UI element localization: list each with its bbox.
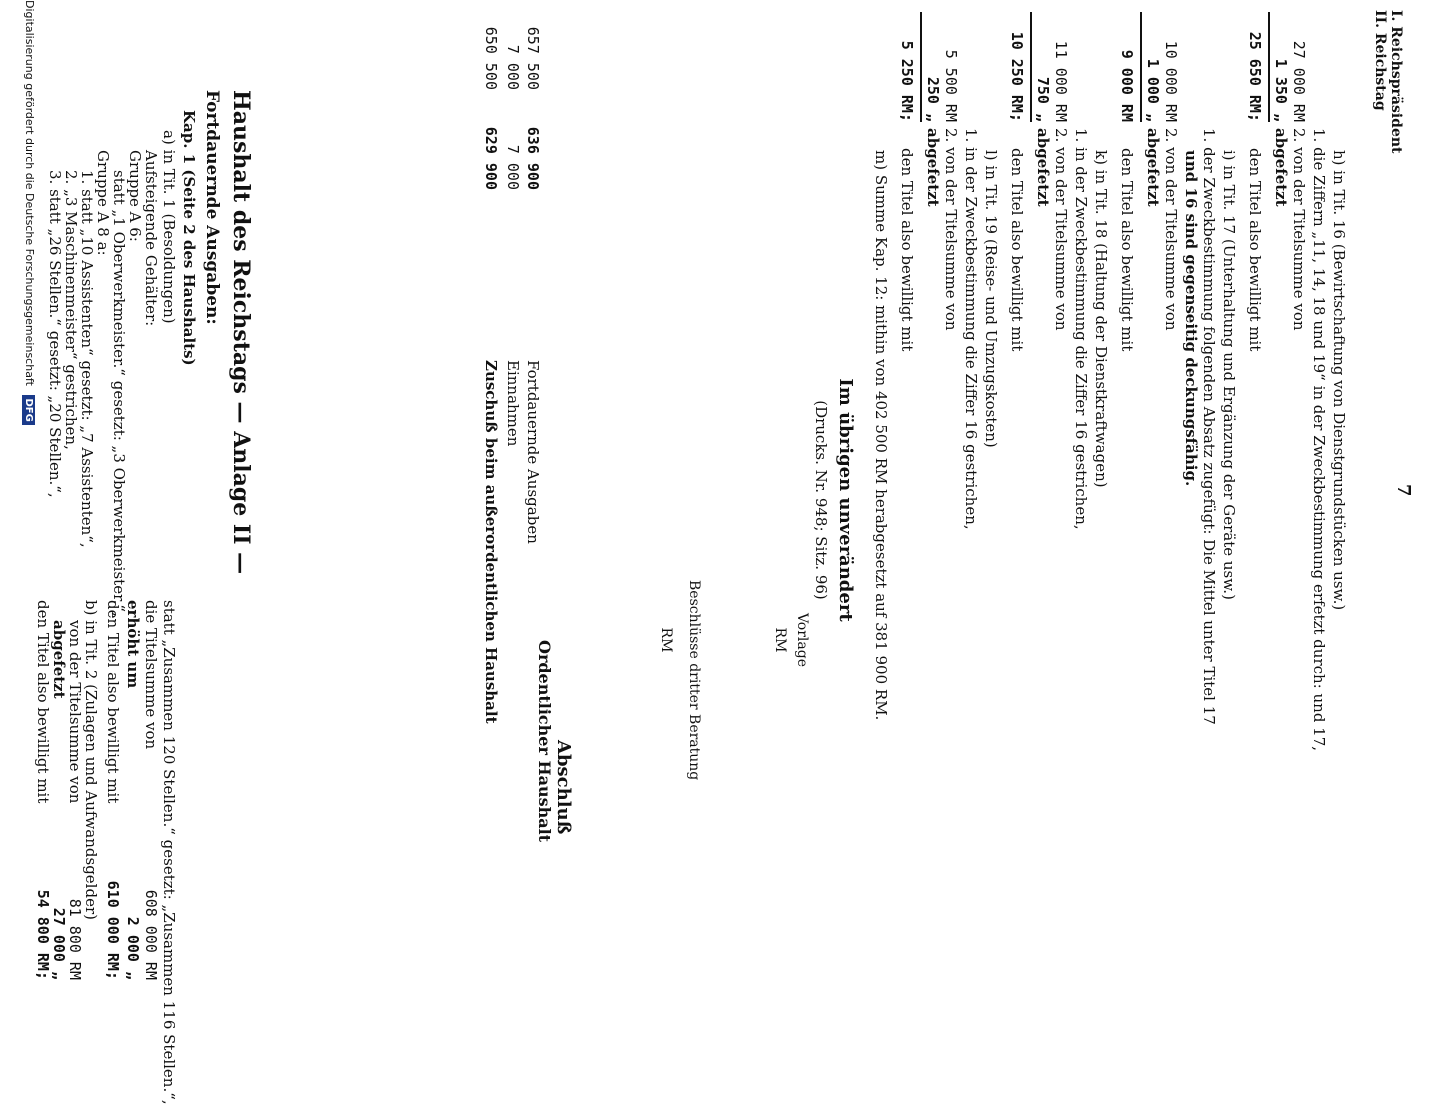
summary-row2-v2: 7 000 xyxy=(504,144,522,190)
page-number: 7 xyxy=(1393,484,1414,497)
section-l-abgesetzt-value: 250 „ xyxy=(924,76,942,122)
section-h-title: h) in Tit. 16 (Bewirtschaftung von Dienstgrundstücken usw.) xyxy=(1330,150,1348,611)
anlage-a3: statt „1 Oberwerkmeister.“ gesetzt: „3 Oberwerkmeister.“, xyxy=(110,170,128,617)
section-i-total-label: den Titel also bewilligt mit xyxy=(1118,148,1136,352)
section-m: m) Summe Kap. 12: mithin von 402 500 RM herabgesetzt auf 381 900 RM. xyxy=(872,150,890,721)
anlage-a1: Aufsteigende Gehälter: xyxy=(142,150,160,327)
section-h-total-value: 25 650 RM; xyxy=(1246,31,1264,122)
col1-unit: RM xyxy=(772,627,788,653)
section-i-abgesetzt: abgefetzt xyxy=(1144,128,1162,207)
section-h-abgesetzt: abgefetzt xyxy=(1272,128,1290,207)
anlage-a7: 3. statt „26 Stellen.“ gesetzt: „20 Stellen.“, xyxy=(46,170,64,498)
section-h-item2: 2. von der Titelsumme von xyxy=(1290,128,1308,331)
anlage-b3: den Titel also bewilligt mit xyxy=(34,600,52,804)
anlage-a11-value: 610 000 RM; xyxy=(104,880,122,980)
section-h-abgesetzt-value: 1 350 „ xyxy=(1272,58,1290,122)
anlage-a9: die Titelsumme von xyxy=(142,600,160,750)
section-i-title: i) in Tit. 17 (Unterhaltung und Ergänzung der Geräte usw.) xyxy=(1220,150,1238,600)
anlage-sub1: Fortdauernde Ausgaben: xyxy=(202,90,222,325)
section-k-total-label: den Titel also bewilligt mit xyxy=(1008,148,1026,352)
anlage-b-line: b) in Tit. 2 (Zulagen und Aufwandsgelder) xyxy=(82,600,100,920)
section-k-rule xyxy=(1030,12,1032,122)
section-k-item1: 1. in der Zweckbestimmung die Ziffer 16 gestrichen, xyxy=(1072,128,1090,530)
section-k-abgesetzt-value: 750 „ xyxy=(1034,76,1052,122)
anlage-a8: statt „Zusammen 120 Stellen.“ gesetzt: „Zusammen 116 Stellen.“, xyxy=(160,600,178,1105)
footer-text: Digitalisierung gefördert durch die Deutsche Forschungsgemeinschaft xyxy=(23,0,36,386)
section-i-item1b: und 16 sind gegenseitig deckungsfähig. xyxy=(1182,150,1200,487)
anlage-sub2: Kap. 1 (Seite 2 des Haushalts) xyxy=(180,110,198,366)
anlage-a-line: a) in Tit. 1 (Besoldungen) xyxy=(160,130,178,324)
anlage-a4: Gruppe A 8 a: xyxy=(94,150,112,256)
summary-row2-v1: 7 000 xyxy=(504,44,522,90)
anlage-a6: 2. „3 Maschinenmeister“ gestrichen, xyxy=(62,170,80,450)
header-line-2: II. Reichstag xyxy=(1372,10,1388,111)
anlage-title: Haushalt des Reichstags — Anlage II — xyxy=(228,90,254,575)
remark: Im übrigen unverändert xyxy=(835,378,856,622)
section-i-item2: 2. von der Titelsumme von xyxy=(1162,128,1180,331)
section-l-rule xyxy=(920,12,922,122)
anlage-a5: 1. statt „10 Assistenten“ gesetzt: „7 Assistenten“, xyxy=(78,170,96,548)
dfg-logo: DFG xyxy=(22,395,35,424)
summary-table xyxy=(564,580,824,980)
section-i-rule xyxy=(1140,12,1142,122)
summary-row2-label: Einnahmen xyxy=(504,360,522,447)
remark-ref: (Drucks. Nr. 948; Sitz. 96) xyxy=(812,400,830,600)
col2-head: Beschlüsse dritter Beratung xyxy=(686,580,702,781)
section-h-total-label: den Titel also bewilligt mit xyxy=(1246,148,1264,352)
header-right xyxy=(1372,10,1404,154)
section-l-total-value: 5 250 RM; xyxy=(898,40,916,122)
anlage-a10-value: 2 000 „ xyxy=(124,916,142,980)
header-line-1: I. Reichspräsident xyxy=(1388,10,1404,154)
anlage-b1-value: 81 800 RM xyxy=(66,898,84,980)
section-l-item2: 2. von der Titelsumme von xyxy=(942,128,960,331)
anlage-a10: erhöht um xyxy=(124,600,142,689)
section-h-item2-value: 27 000 RM xyxy=(1290,40,1308,122)
anlage-a9-value: 608 000 RM xyxy=(142,889,160,980)
anlage-b1: von der Titelsumme von xyxy=(66,620,84,804)
section-i-abgesetzt-value: 1 000 „ xyxy=(1144,58,1162,122)
section-k-abgesetzt: abgefetzt xyxy=(1034,128,1052,207)
section-k-total-value: 10 250 RM; xyxy=(1008,31,1026,122)
anlage-b3-value: 54 800 RM; xyxy=(34,889,52,980)
section-h-item1: 1. die Ziffern „11, 14, 18 und 19“ in der Zweckbestimmung erfetzt durch: und 17, xyxy=(1310,128,1328,752)
section-l-abgesetzt: abgefetzt xyxy=(924,128,942,207)
anlage-a11: den Titel also bewilligt mit xyxy=(104,600,122,804)
section-i-total-value: 9 000 RM xyxy=(1118,49,1136,122)
summary-subtitle: Ordentlicher Haushalt xyxy=(535,640,554,843)
anlage-b2: abgefetzt xyxy=(50,620,68,699)
section-l-total-label: den Titel also bewilligt mit xyxy=(898,148,916,352)
col2-unit: RM xyxy=(658,627,674,653)
summary-title: Abschluß xyxy=(553,740,574,835)
footer xyxy=(0,0,36,1000)
summary-row1-label: Fortdauernde Ausgaben xyxy=(524,360,542,544)
section-l-title: l) in Tit. 19 (Reise- und Umzugskosten) xyxy=(982,150,1000,448)
summary-row3-v2: 629 900 xyxy=(482,126,500,190)
anlage-b2-value: 27 000 „ xyxy=(50,907,68,980)
summary-row3-v1: 650 500 xyxy=(482,26,500,90)
section-k-item2-value: 11 000 RM xyxy=(1052,40,1070,122)
summary-row1-v1: 657 500 xyxy=(524,26,542,90)
summary-row3-label: Zuschuß beim außerordentlichen Haushalt xyxy=(482,360,500,724)
section-l-item2-value: 5 500 RM xyxy=(942,49,960,122)
anlage-a2: Gruppe A 6: xyxy=(126,150,144,242)
section-i-item1: 1. der Zweckbestimmung folgenden Absatz zugefügt: Die Mittel unter Titel 17 xyxy=(1200,128,1218,725)
section-l-item1: 1. in der Zweckbestimmung die Ziffer 16 gestrichen, xyxy=(962,128,980,530)
section-k-title: k) in Tit. 18 (Haltung der Dienstkraftwagen) xyxy=(1092,150,1110,488)
summary-row1-v2: 636 900 xyxy=(524,126,542,190)
col1-head: Vorlage xyxy=(794,612,810,668)
section-h-rule xyxy=(1268,12,1270,122)
section-i-item2-value: 10 000 RM xyxy=(1162,40,1180,122)
section-k-item2: 2. von der Titelsumme von xyxy=(1052,128,1070,331)
